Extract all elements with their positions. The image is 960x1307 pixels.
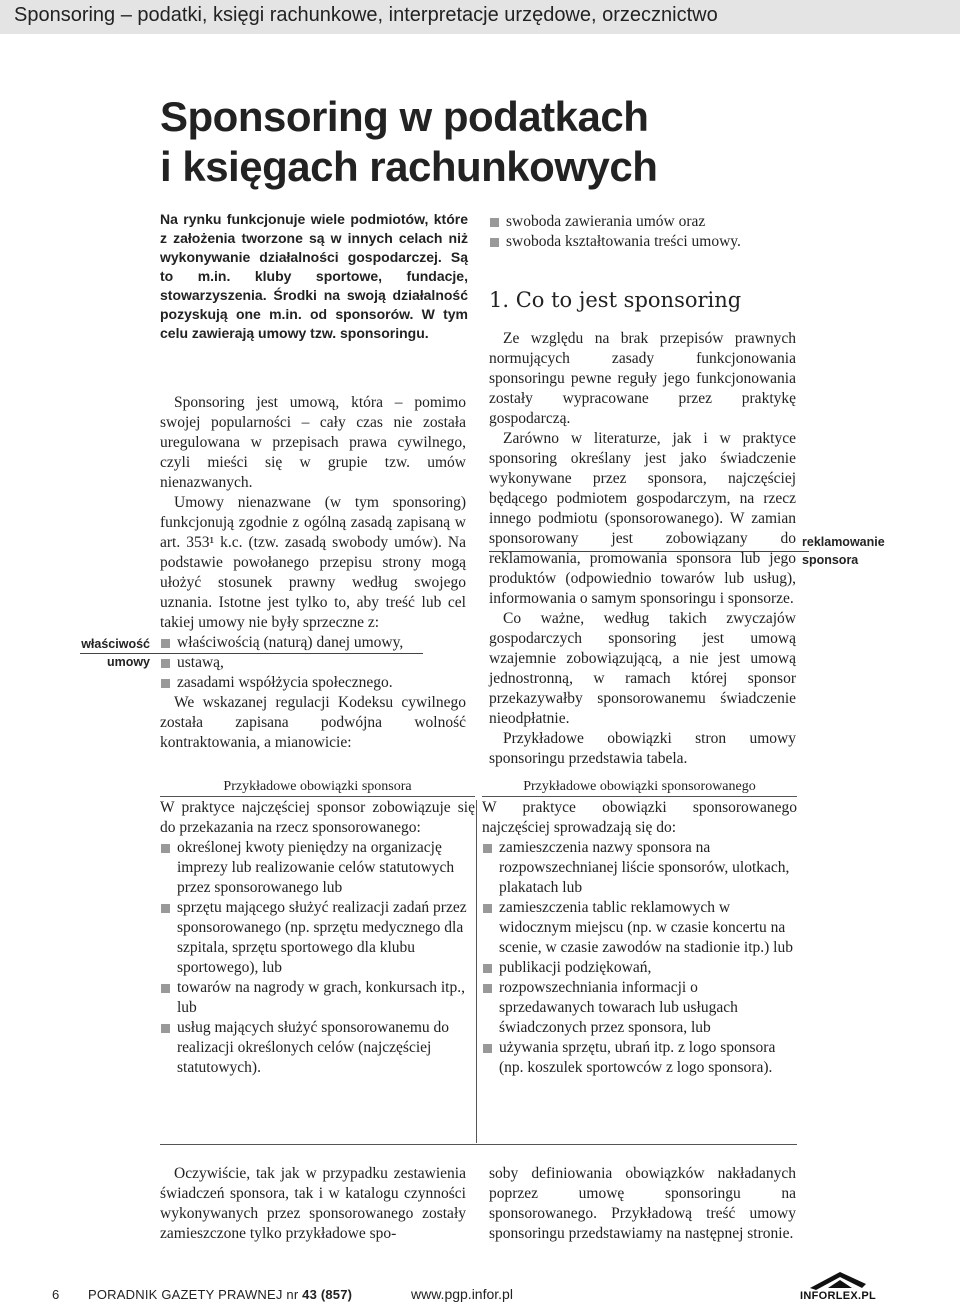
text-column-4 xyxy=(489,1164,796,1244)
running-header xyxy=(0,0,960,34)
list-item: właściwością (naturą) danej umowy, xyxy=(160,633,466,653)
table-header-sponsor: Przykładowe obowiązki sponsora xyxy=(160,778,475,797)
list-item: swoboda zawierania umów oraz xyxy=(489,212,796,232)
list-item: ustawą, xyxy=(160,653,466,673)
table-divider xyxy=(476,800,477,1143)
margin-note-wlasciwosc xyxy=(80,635,150,671)
article-title-line-2: i księgach rachunkowych xyxy=(160,143,658,190)
paragraph: Ze względu na brak przepisów prawnych normujących zasady funkcjonowania sponsoringu pewne reguły jego funkcjonowania zostały wypracowane przez praktykę gospodarczą. xyxy=(489,330,796,427)
margin-note-line: reklamowanie xyxy=(802,535,885,549)
table-cell-sponsored xyxy=(482,798,797,1078)
table-cell-intro: W praktyce obowiązki sponsorowanego najczęściej sprowadzają się do: xyxy=(482,799,797,836)
logo-text: INFORLEX.PL xyxy=(800,1290,877,1302)
article-title xyxy=(160,92,657,192)
list-item: swoboda kształtowania treści umowy. xyxy=(489,232,796,252)
margin-note-line: sponsora xyxy=(802,553,859,567)
bullet-list xyxy=(160,633,466,693)
running-title: Sponsoring – podatki, księgi rachunkowe, interpretacje urzędowe, orzecznictwo xyxy=(14,4,718,26)
bullet-list xyxy=(489,212,796,252)
publication-name xyxy=(88,1287,352,1302)
paragraph: Co ważne, według takich zwyczajów gospodarczych sponsoring jest umową wzajemnie zobowiązującą, a nie jest umową jednostronną, w ramach której sponsor przekazywałby sponsorowanemu świadczenie nieodpłatnie. xyxy=(489,610,796,727)
article-title-line-1: Sponsoring w podatkach xyxy=(160,93,649,140)
section-heading: 1. Co to jest sponsoring xyxy=(489,288,742,312)
list-item: używania sprzętu, ubrań itp. z logo sponsora (np. koszulek sportowców z logo sponsora). xyxy=(482,1038,797,1078)
paragraph: We wskazanej regulacji Kodeksu cywilnego została zapisana podwójna wolność kontraktowania, a mianowicie: xyxy=(160,694,466,751)
margin-note-reklamowanie xyxy=(802,533,902,569)
list-item: określonej kwoty pieniędzy na organizację imprezy lub realizowanie celów statutowych przez sponsorowanego lub xyxy=(160,838,475,898)
list-item: rozpowszechniania informacji o sprzedawanych towarach lub usługach świadczonych przez sponsora, lub xyxy=(482,978,797,1038)
table-header-sponsored: Przykładowe obowiązki sponsorowanego xyxy=(482,778,797,797)
paragraph: Umowy nienazwane (w tym sponsoring) funkcjonują zgodnie z ogólną zasadą zapisaną w art. 353¹ k.c. (tzw. zasadą swobody umów). Na podstawie powołanego przepisu strony mogą ułożyć stosunek prawny według swojego uznania. Istotne jest tylko to, aby treść lub cel takiej umowy nie były sprzeczne z: xyxy=(160,494,466,631)
issue-number: 43 xyxy=(302,1287,318,1302)
paragraph: Oczywiście, tak jak w przypadku zestawienia świadczeń sponsora, tak i w katalogu czynności wykonywanych przez sponsorowanego zostały zamieszczone tylko przykładowe spo- xyxy=(160,1165,466,1242)
paragraph: soby definiowania obowiązków nakładanych poprzez umowę sponsoringu na sponsorowanego. Przykładową treść umowy sponsoringu przedstawiamy na następnej stronie. xyxy=(489,1165,796,1242)
text-column-3 xyxy=(160,1164,466,1244)
bullet-list xyxy=(160,838,475,1078)
text-column-2 xyxy=(489,212,796,769)
list-item: towarów na nagrody w grach, konkursach itp., lub xyxy=(160,978,475,1018)
table-cell-sponsor xyxy=(160,798,475,1078)
issue-total: (857) xyxy=(320,1287,353,1302)
paragraph: Przykładowe obowiązki stron umowy sponsoringu przedstawia tabela. xyxy=(489,730,796,767)
table-bottom-rule xyxy=(160,1144,797,1145)
list-item: sprzętu mającego służyć realizacji zadań przez sponsorowanego (np. sprzętu medycznego dla szpitala, sprzętu sportowego dla klubu sportowego), lub xyxy=(160,898,475,978)
footer-url[interactable]: www.pgp.infor.pl xyxy=(411,1286,513,1302)
list-item: zasadami współżycia społecznego. xyxy=(160,673,466,693)
logo-mark-icon xyxy=(800,1268,880,1292)
page-number: 6 xyxy=(52,1287,60,1302)
margin-note-line: umowy xyxy=(106,655,150,669)
publication-label: PORADNIK GAZETY PRAWNEJ nr xyxy=(88,1287,299,1302)
list-item: usług mających służyć sponsorowanemu do realizacji określonych celów (najczęściej statutowych). xyxy=(160,1018,475,1078)
inforlex-logo xyxy=(800,1268,880,1304)
margin-note-rule xyxy=(80,653,423,654)
list-item: publikacji podziękowań, xyxy=(482,958,797,978)
margin-note-rule xyxy=(489,551,809,552)
article-lead: Na rynku funkcjonuje wiele podmiotów, które z założenia tworzone są w innych celach niż wykonywanie działalności gospodarczej. Są to m.in. kluby sportowe, fundacje, stowarzyszenia. Środki na swoją działalność pozyskują one m.in. od sponsorów. W tym celu zawierają umowy tzw. sponsoringu. xyxy=(160,211,468,341)
text-column-1 xyxy=(160,393,466,753)
list-item: zamieszczenia nazwy sponsora na rozpowszechnianej liście sponsorów, ulotkach, plakatach lub xyxy=(482,838,797,898)
paragraph: Zarówno w literaturze, jak i w praktyce sponsoring określany jest jako świadczenie wykonywane przez sponsora, najczęściej będącego podmiotem gospodarczym, na rzecz innego podmiotu (sponsorowanego). W zamian sponsorowany jest zobowiązany do reklamowania, promowania sponsora lub jego produktów (odpowiednio towarów lub usług), informowania o samym sponsoringu i sponsorze. xyxy=(489,430,796,607)
list-item: zamieszczenia tablic reklamowych w widocznym miejscu (np. w czasie koncertu na scenie, w czasie zawodów na stadionie itp.) lub xyxy=(482,898,797,958)
bullet-list xyxy=(482,838,797,1078)
margin-note-line: właściwość xyxy=(81,637,150,651)
paragraph: Sponsoring jest umową, która – pomimo swojej popularności – cały czas nie została uregulowana w przepisach prawa cywilnego, czyli mieści się w grupie tzw. umów nienazwanych. xyxy=(160,394,466,491)
table-cell-intro: W praktyce najczęściej sponsor zobowiązuje się do przekazania na rzecz sponsorowanego: xyxy=(160,799,475,836)
